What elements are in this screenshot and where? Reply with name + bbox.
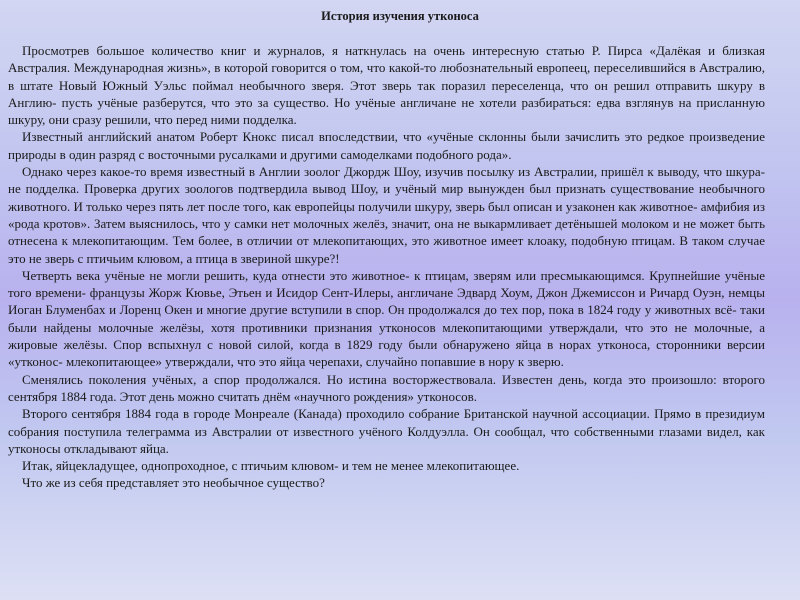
paragraph: Четверть века учёные не могли решить, куда отнести это животное- к птицам, зверям или пресмыкающимся. Крупнейшие учёные того времени- французы Жорж Кювье, Этьен и Исидор Сент-Илеры, англичане Эдвард Хоум, Джон Джемиссон и Ричард Оуэн, немцы Иоган Блуменбах и Лоренц Окен и многие другие вступили в спор. Он продолжался до тех пор, пока в 1824 году у животных всё- таки были найдены молочные желёзы, хотя противники признания утконосов млекопитающими утверждали, что это не молочные, а жировые желёзы. Спор вспыхнул с новой силой, когда в 1829 году были обнаружено яйца в норах утконоса, сторонники версии «утконос- млекопитающее» утверждали, что это яйца черепахи, случайно попавшие в нору к зверю. [8,267,765,370]
paragraph: Что же из себя представляет это необычное существо? [22,475,325,491]
page-title: История изучения утконоса [321,9,479,23]
paragraph: Однако через какое-то время известный в Англии зоолог Джордж Шоу, изучив посылку из Австралии, пришёл к выводу, что шкура- не подделка. Проверка других зоологов подтвердила вывод Шоу, и учёный мир вынужден был признать существование необычного животного. И только через пять лет после того, как европейцы получили шкуру, зверь был описан и узаконен как животное- амфибия из «рода кротов». Затем выяснилось, что у самки нет молочных желёз, значит, она не выкармливает детёнышей молоком и не может быть отнесена к млекопитающим. Тем более, в отличии от млекопитающих, это животное имеет клоаку, подобную птицам. В таком случае это не зверь с птичьим клювом, а птица в звериной шкуре?! [8,164,765,266]
paragraph: Известный английский анатом Роберт Кнокс писал впоследствии, что «учёные склонны были зачислить это редкое произведение природы в один разряд с восточными русалками и другими самоделками подобного рода». [8,129,765,162]
paragraph: Итак, яйцекладущее, однопроходное, с птичьим клювом- и тем не менее млекопитающее. [22,458,520,474]
paragraph: Второго сентября 1884 года в городе Монреале (Канада) проходило собрание Британской научной ассоциации. Прямо в президиум собрания поступила телеграмма из Австралии от известного учёного Колдуэлла. Он сообщал, что собственными глазами видел, как утконосы откладывают яйца. [8,406,765,456]
paragraph: Сменялись поколения учёных, а спор продолжался. Но истина восторжествовала. Известен день, когда это произошло: второго сентября 1884 года. Этот день можно считать днём «научного рождения» утконосов. [8,371,765,404]
paragraph: Просмотрев большое количество книг и журналов, я наткнулась на очень интересную статью Р. Пирса «Далёкая и близкая Австралия. Международная жизнь», в которой говорится о том, что какой-то любознательный европеец, переселившийся в Австралию, в штате Новый Южный Уэльс поймал необычного зверя. Этот зверь так поразил переселенца, что он решил отправить шкуру в Англию- пусть учёные разберутся, что это за существо. Но учёные англичане не хотели разбираться: едва взглянув на присланную шкуру, они сразу решили, что перед ними подделка. [8,43,765,128]
article-body [8,42,765,492]
